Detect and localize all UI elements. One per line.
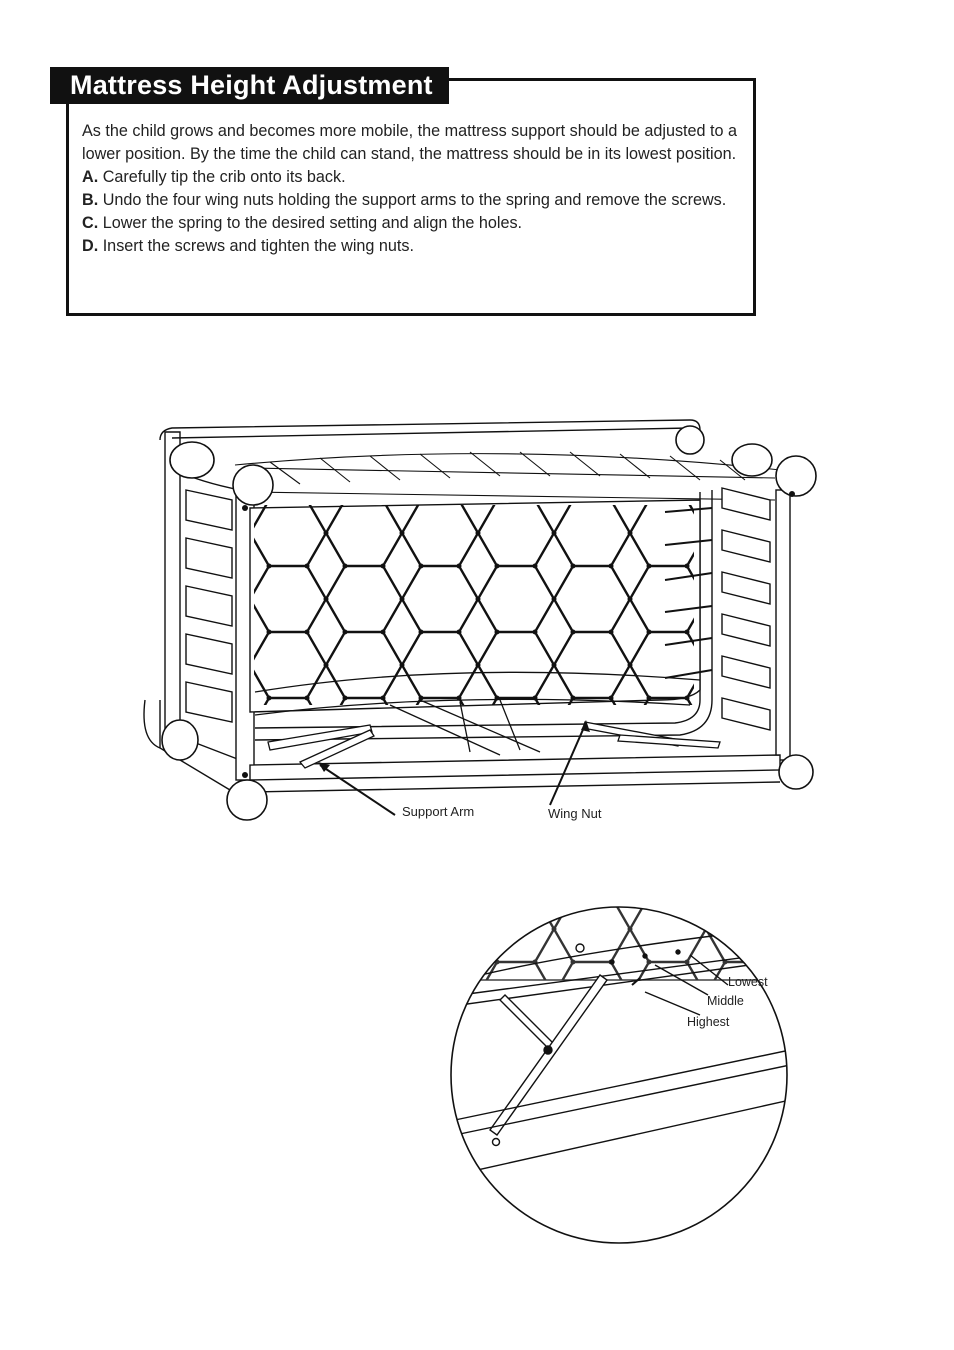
step-letter: A. [82, 168, 99, 186]
step-text: Insert the screws and tighten the wing nuts. [102, 237, 415, 255]
step-letter: C. [82, 214, 99, 232]
highest-label: Highest [687, 1015, 730, 1029]
middle-label: Middle [707, 994, 744, 1008]
step-letter: D. [82, 237, 99, 255]
step-text: Lower the spring to the desired setting and align the holes. [102, 214, 523, 232]
step-text: Undo the four wing nuts holding the support arms to the spring and remove the screws. [102, 191, 727, 209]
page-title: Mattress Height Adjustment [50, 67, 449, 104]
step-letter: B. [82, 191, 99, 209]
step-text: Carefully tip the crib onto its back. [102, 168, 346, 186]
intro-paragraph: As the child grows and becomes more mobile, the mattress support should be adjusted to a lower position. By the time the child can stand, the mattress should be in its lowest position. [82, 122, 738, 163]
support-arm-label: Support Arm [402, 804, 475, 819]
wing-nut-label: Wing Nut [548, 806, 602, 821]
lowest-label: Lowest [728, 975, 768, 989]
